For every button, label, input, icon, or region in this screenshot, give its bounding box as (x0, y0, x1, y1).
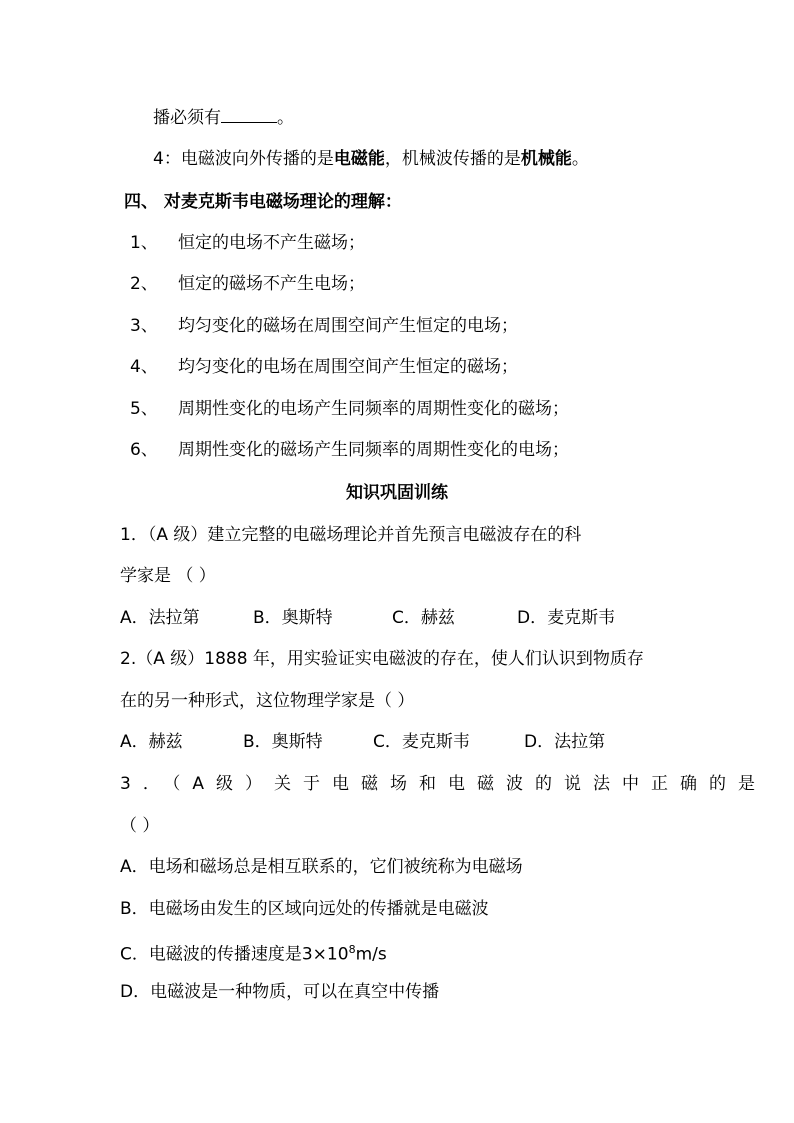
question-1-line-2: 学家是 （ ） (120, 566, 216, 586)
list-item (130, 315, 518, 337)
q2-option-b: B．奥斯特 (243, 732, 323, 752)
list-item (130, 398, 569, 420)
intro-text-c: ，机械波传播的是 (384, 149, 521, 169)
q1-option-d: D．麦克斯韦 (517, 608, 616, 628)
intro-line-1 (153, 106, 294, 129)
q3-option-c-unit: m/s (355, 944, 387, 965)
question-2-line-2: 在的另一种形式，这位物理学家是（ ） (120, 691, 415, 711)
intro-line-2 (153, 148, 589, 170)
section-heading: 四、 对麦克斯韦电磁场理论的理解： (124, 192, 402, 212)
question-1-options (120, 607, 615, 629)
q3-option-c (120, 939, 387, 966)
q3-option-a: A．电场和磁场总是相互联系的，它们被统称为电磁场 (120, 857, 523, 877)
q3-option-c-text: C．电磁波的传播速度是3×10 (120, 944, 349, 965)
q3-option-c-exponent: 8 (348, 943, 356, 956)
list-item-number: 3、 (130, 316, 158, 336)
list-item-text: 均匀变化的电场在周围空间产生恒定的磁场； (178, 357, 518, 377)
q1-option-c: C．赫兹 (392, 608, 455, 628)
intro-text-e: 。 (571, 149, 589, 169)
list-item (130, 439, 569, 461)
list-item-text: 周期性变化的电场产生同频率的周期性变化的磁场； (178, 399, 569, 419)
list-item-number: 1、 (130, 233, 158, 253)
q2-option-d: D．法拉第 (524, 732, 606, 752)
intro-text-a: 4：电磁波向外传播的是 (153, 149, 334, 169)
list-item-text: 恒定的磁场不产生电场； (178, 274, 365, 294)
list-item-number: 5、 (130, 399, 158, 419)
q1-option-a: A．法拉第 (120, 608, 200, 628)
answer-blank (221, 106, 277, 123)
q3-option-d: D．电磁波是一种物质，可以在真空中传播 (120, 982, 440, 1002)
q1-option-b: B．奥斯特 (253, 608, 333, 628)
list-item-number: 6、 (130, 440, 158, 460)
intro-bold-mechanical-energy: 机械能 (520, 149, 572, 169)
question-2-options (120, 731, 605, 753)
practice-title: 知识巩固训练 (346, 483, 448, 503)
q2-option-c: C．麦克斯韦 (373, 732, 470, 752)
question-3-line-1: 3．（A级）关于电磁场和电磁波的说法中正确的是 (120, 774, 767, 794)
q3-option-b: B．电磁场由发生的区域向远处的传播就是电磁波 (120, 899, 489, 919)
list-item (130, 232, 365, 254)
intro-line-1-prefix: 播必须有 (153, 108, 221, 128)
question-3-line-2: （ ） (120, 816, 160, 836)
intro-bold-electromagnetic-energy: 电磁能 (333, 149, 385, 169)
question-2-line-1: 2.（A 级）1888 年，用实验证实电磁波的存在，使人们认识到物质存 (120, 649, 644, 669)
list-item-text: 恒定的电场不产生磁场； (178, 233, 365, 253)
question-1-line-1: 1．（A 级）建立完整的电磁场理论并首先预言电磁波存在的科 (120, 525, 582, 545)
list-item (130, 273, 365, 295)
list-item-number: 2、 (130, 274, 158, 294)
list-item-text: 均匀变化的磁场在周围空间产生恒定的电场； (178, 316, 518, 336)
list-item (130, 356, 518, 378)
q2-option-a: A．赫兹 (120, 732, 183, 752)
intro-line-1-suffix: 。 (277, 108, 294, 128)
list-item-number: 4、 (130, 357, 158, 377)
list-item-text: 周期性变化的磁场产生同频率的周期性变化的电场； (178, 440, 569, 460)
